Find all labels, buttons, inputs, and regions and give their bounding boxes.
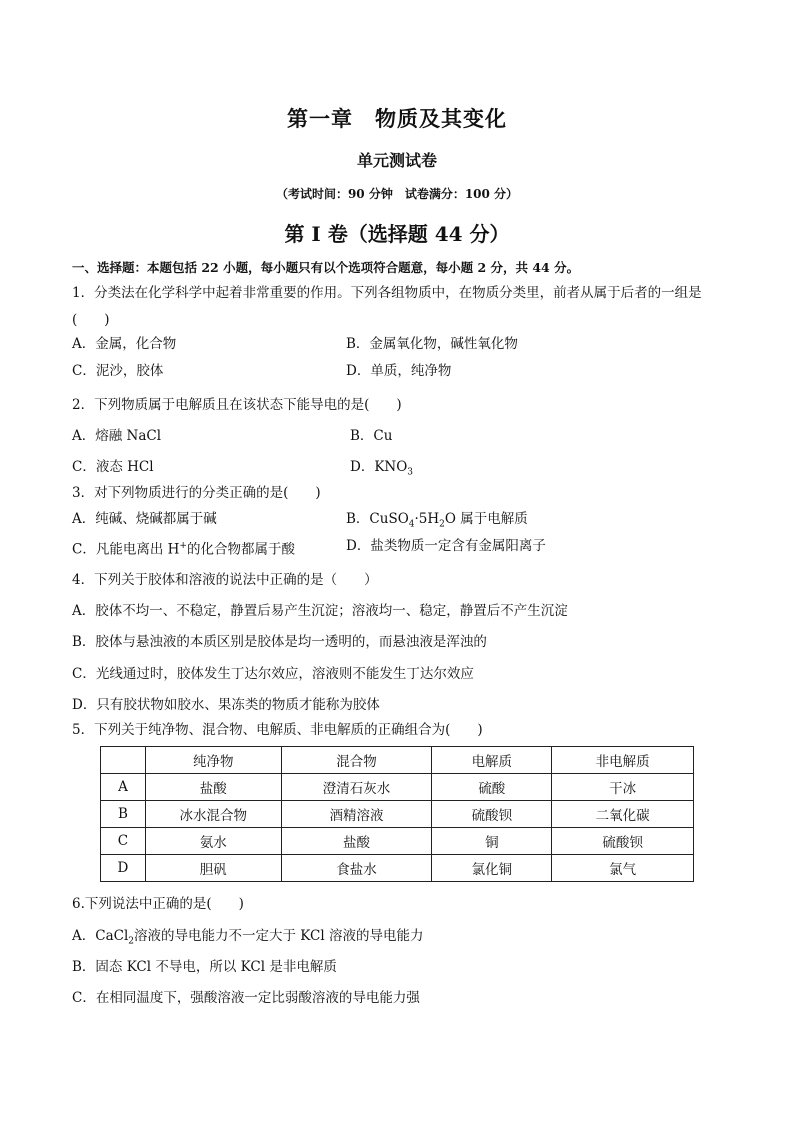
q3-option-b: B．$CuSO_4\cdot 5H_2O$ 属于电解质 — [346, 511, 528, 530]
q2-option-c: C．液态 HCl — [72, 459, 154, 475]
table-cell: 氯气 — [552, 855, 694, 882]
table-header-cell: 电解质 — [432, 747, 552, 774]
q3-option-c: C．凡能电离出 H+的化合物都属于酸 — [72, 541, 295, 558]
table-row — [101, 801, 694, 828]
table-cell: 冰水混合物 — [145, 801, 281, 828]
table-cell: B — [101, 801, 146, 828]
q1-stem: 1．分类法在化学科学中起着非常重要的作用。下列各组物质中，在物质分类里，前者从属于后者的一组是 — [72, 285, 702, 301]
q1-option-a: A．金属，化合物 — [72, 336, 177, 352]
table-cell: 盐酸 — [145, 774, 281, 801]
q4-option-d: D．只有胶状物如胶水、果冻类的物质才能称为胶体 — [72, 697, 380, 713]
part-title: 第 I 卷（选择题 44 分） — [284, 222, 510, 246]
table-cell: D — [101, 855, 146, 882]
q4-option-c: C．光线通过时，胶体发生丁达尔效应，溶液则不能发生丁达尔效应 — [72, 666, 474, 682]
exam-info: （考试时间：90 分钟 试卷满分：100 分） — [275, 187, 519, 201]
q6-stem: 6.下列说法中正确的是( ) — [72, 896, 244, 912]
table-cell: 干冰 — [552, 774, 694, 801]
table-cell: 硫酸钡 — [432, 801, 552, 828]
table-cell: 氯化铜 — [432, 855, 552, 882]
q5-table — [100, 746, 694, 882]
table-header-cell: 纯净物 — [145, 747, 281, 774]
table-cell: 铜 — [432, 828, 552, 855]
table-header-cell: 非电解质 — [552, 747, 694, 774]
q1-paren: ( ) — [72, 312, 110, 328]
q3-stem: 3．对下列物质进行的分类正确的是( ) — [72, 485, 321, 501]
q6-option-a: A．CaCl$_2$溶液的导电能力不一定大于 KCl 溶液的导电能力 — [72, 928, 424, 947]
q1-option-b: B．金属氧化物，碱性氧化物 — [346, 336, 518, 352]
section-instructions: 一、选择题：本题包括 22 小题，每小题只有以个选项符合题意，每小题 2 分，共 44 分。 — [72, 260, 580, 275]
table-cell: 胆矾 — [145, 855, 281, 882]
q6-option-c: C．在相同温度下，强酸溶液一定比弱酸溶液的导电能力强 — [72, 990, 420, 1006]
q4-option-a: A．胶体不均一、不稳定，静置后易产生沉淀；溶液均一、稳定，静置后不产生沉淀 — [72, 603, 568, 619]
q3-option-a: A．纯碱、烧碱都属于碱 — [72, 511, 217, 527]
table-header-cell — [101, 747, 146, 774]
q2-option-a: A．熔融 NaCl — [72, 428, 162, 444]
table-cell: 酒精溶液 — [281, 801, 432, 828]
table-cell: A — [101, 774, 146, 801]
table-cell: 澄清石灰水 — [281, 774, 432, 801]
table-cell: C — [101, 828, 146, 855]
table-cell: 食盐水 — [281, 855, 432, 882]
q1-option-c: C．泥沙，胶体 — [72, 363, 164, 379]
table-cell: 盐酸 — [281, 828, 432, 855]
table-row — [101, 855, 694, 882]
q6-option-b: B．固态 KCl 不导电，所以 KCl 是非电解质 — [72, 959, 337, 975]
table-cell: 二氧化碳 — [552, 801, 694, 828]
table-row — [101, 774, 694, 801]
q2-option-d: D．$KNO_3$ — [350, 459, 414, 478]
q1-option-d: D．单质，纯净物 — [346, 363, 452, 379]
table-cell: 硫酸 — [432, 774, 552, 801]
q2-stem: 2．下列物质属于电解质且在该状态下能导电的是( ) — [72, 397, 402, 413]
table-header-cell: 混合物 — [281, 747, 432, 774]
q4-option-b: B．胶体与悬浊液的本质区别是胶体是均一透明的，而悬浊液是浑浊的 — [72, 634, 487, 650]
table-cell: 硫酸钡 — [552, 828, 694, 855]
table-cell: 氨水 — [145, 828, 281, 855]
q3-option-d: D．盐类物质一定含有金属阳离子 — [346, 538, 546, 554]
table-row — [101, 828, 694, 855]
test-subtitle: 单元测试卷 — [356, 151, 437, 170]
table-header-row — [101, 747, 694, 774]
q5-stem: 5．下列关于纯净物、混合物、电解质、非电解质的正确组合为( ) — [72, 722, 483, 738]
chapter-title: 第一章 物质及其变化 — [287, 106, 507, 131]
q4-stem: 4．下列关于胶体和溶液的说法中正确的是（ ） — [72, 572, 378, 588]
q2-option-b: B．Cu — [350, 428, 393, 444]
